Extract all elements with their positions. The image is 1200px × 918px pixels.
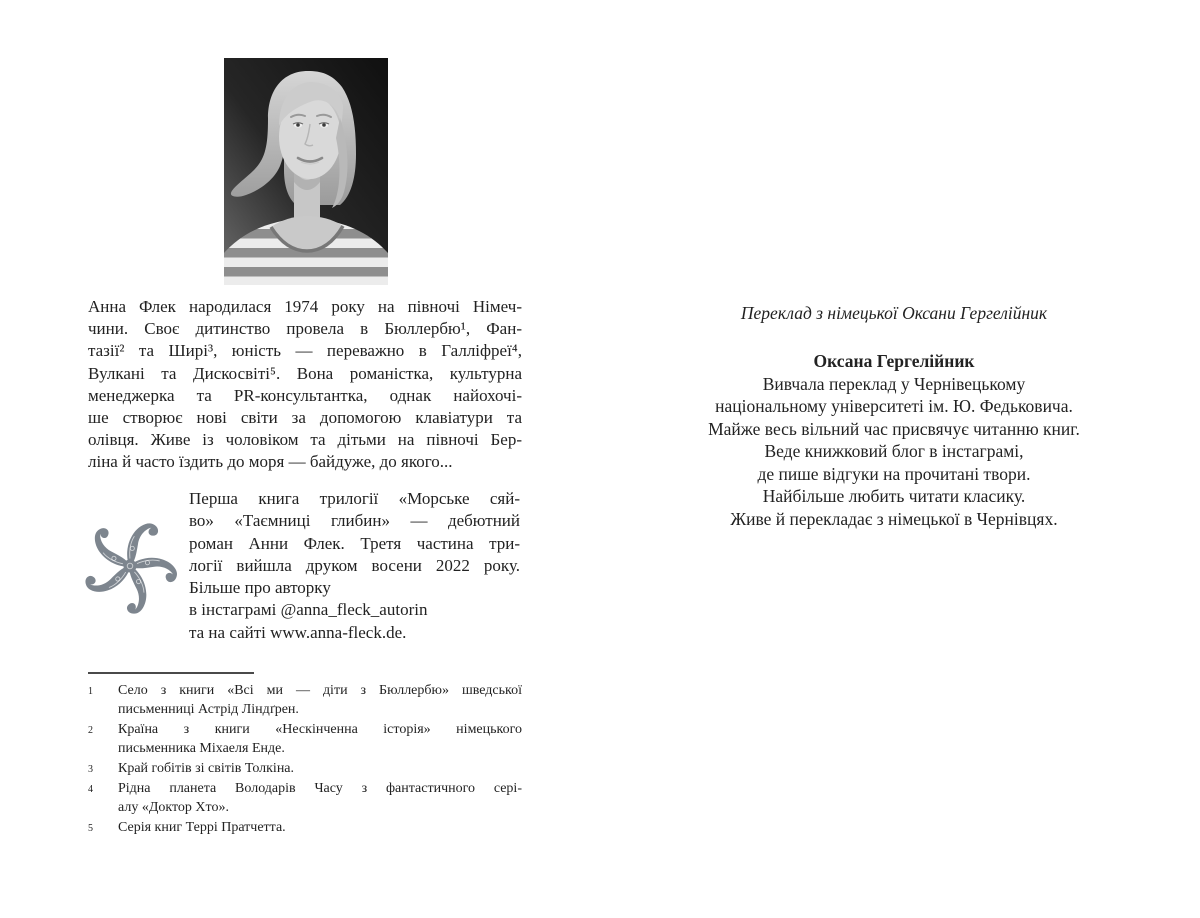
starfish-ornament-drawing: [78, 507, 182, 625]
footnote-number: 4: [88, 784, 93, 795]
book-note-line: Більше про авторку: [189, 578, 331, 598]
translator-bio-line: де пише відгуки на прочитані твори.: [757, 463, 1031, 484]
bio-line: Вулкані та Дискосвіті⁵. Вона романістка, культурна: [88, 363, 522, 383]
book-note-line: логії вийшла друком восени 2022 року.: [189, 555, 520, 575]
translator-bio-line: Майже весь вільний час присвячує читанню книг.: [708, 418, 1080, 439]
bio-line: олівця. Живе із чоловіком та дітьми на півночі Бер-: [88, 430, 522, 450]
translator-bio-line: Веде книжковий блог в інстаграмі,: [764, 441, 1024, 461]
footnote-line: Село з книги «Всі ми — діти з Бюллербю» шведської: [118, 683, 522, 698]
footnotes-block: [88, 681, 522, 838]
translator-bio-block: [640, 350, 1148, 530]
footnote-line: Край гобітів зі світів Толкіна.: [118, 761, 295, 776]
footnote-text: [118, 681, 522, 719]
footnote-text: [118, 779, 522, 817]
footnote-line: Рідна планета Володарів Часу з фантастичного сері-: [118, 781, 522, 796]
footnote-3: [88, 759, 522, 778]
translator-name: Оксана Гергелійник: [813, 351, 975, 371]
author-portrait-illustration: [224, 58, 388, 285]
book-note-line: во» «Таємниці глибин» — дебютний: [189, 511, 520, 531]
footnote-text: [118, 720, 522, 758]
translator-bio-line: Вивчала переклад у Чернівецькому: [762, 373, 1026, 394]
starfish-ornament-icon: [78, 507, 182, 625]
footnote-text: [118, 759, 522, 778]
translator-bio-line: національному університеті ім. Ю. Федьковича.: [715, 396, 1073, 416]
translator-bio-line: Найбільше любить читати класику.: [762, 486, 1026, 506]
book-note-paragraph: [189, 488, 520, 644]
book-note-line: роман Анни Флек. Третя частина три-: [189, 533, 520, 553]
footnote-number: 2: [88, 725, 93, 736]
footnote-separator-rule: [88, 672, 254, 674]
author-portrait-photo: [224, 58, 388, 285]
bio-line: менеджерка та PR-консультантка, однак найохочі-: [88, 385, 522, 405]
footnote-number: 5: [88, 823, 93, 834]
footnote-text: [118, 818, 522, 837]
bio-line: ше створює нові світи за допомогою клавіатури та: [88, 408, 522, 428]
footnote-line: Країна з книги «Нескінченна історія» німецького: [118, 722, 522, 737]
footnote-4: [88, 779, 522, 817]
book-note-line: Перша книга трилогії «Морське сяй-: [189, 489, 520, 508]
instagram-handle-line: в інстаграмі @anna_fleck_autorin: [189, 600, 428, 620]
bio-line: чини. Своє дитинство провела в Бюллербю¹, Фан-: [88, 319, 522, 339]
footnote-line: письменника Міхаеля Енде.: [118, 741, 285, 756]
bio-line: Анна Флек народилася 1974 року на півночі Німеч-: [88, 297, 522, 316]
bio-line: тазії² та Ширі³, юність — переважно в Галліфреї⁴,: [88, 341, 522, 361]
footnote-line: алу «Доктор Хто».: [118, 800, 229, 815]
translation-credit: Переклад з німецької Оксани Гергелійник: [740, 303, 1048, 323]
footnote-line: Серія книг Террі Пратчетта.: [118, 820, 286, 835]
footnote-2: [88, 720, 522, 758]
footnote-number: 1: [88, 686, 93, 697]
footnote-line: письменниці Астрід Ліндґрен.: [118, 702, 299, 717]
author-bio-paragraph: [88, 296, 522, 474]
bio-line: ліна й часто їздить до моря — байдуже, до якого...: [88, 452, 453, 472]
website-line: та на сайті www.anna-fleck.de.: [189, 622, 407, 642]
footnote-5: [88, 818, 522, 837]
translator-bio-line: Живе й перекладає з німецької в Чернівцях.: [730, 508, 1058, 529]
footnote-number: 3: [88, 764, 93, 775]
footnote-1: [88, 681, 522, 719]
